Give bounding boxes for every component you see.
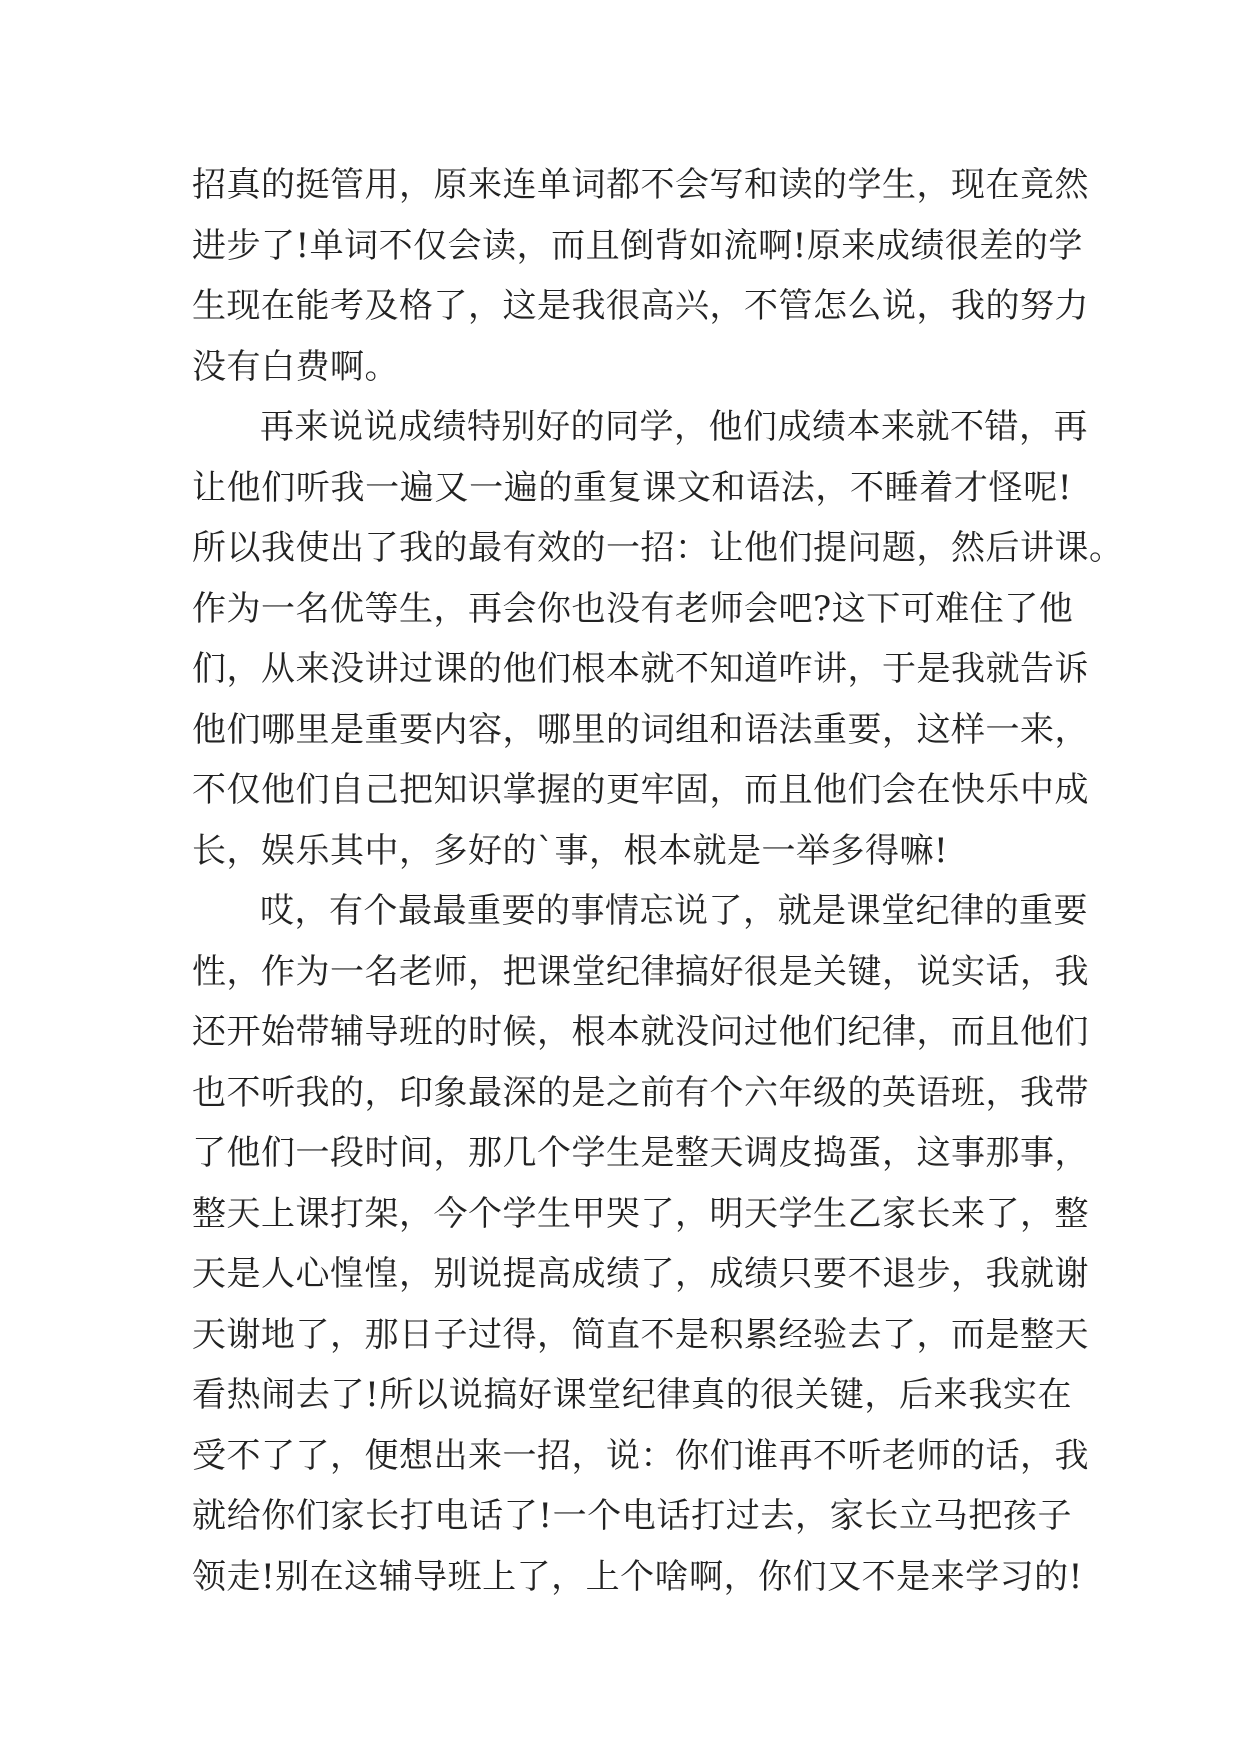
text-line: 受不了了，便想出来一招，说：你们谁再不听老师的话，我 xyxy=(192,1435,1089,1476)
text-line: 看热闹去了!所以说搞好课堂纪律真的很关键，后来我实在 xyxy=(192,1375,1072,1415)
text-line: 招真的挺管用，原来连单词都不会写和读的学生，现在竟然 xyxy=(192,165,1089,205)
text-line: 进步了!单词不仅会读，而且倒背如流啊!原来成绩很差的学 xyxy=(192,225,1083,266)
text-line: 们，从来没讲过课的他们根本就不知道咋讲，于是我就告诉 xyxy=(192,649,1089,689)
text-line: 长，娱乐其中，多好的`事，根本就是一举多得嘛! xyxy=(192,830,949,871)
text-line: 所以我使出了我的最有效的一招：让他们提问题，然后讲课。 xyxy=(192,528,1124,568)
text-line: 领走!别在这辅导班上了，上个啥啊，你们又不是来学习的! xyxy=(192,1556,1083,1597)
text-line: 还开始带辅导班的时候，根本就没问过他们纪律，而且他们 xyxy=(192,1012,1089,1052)
text-line: 天是人心惶惶，别说提高成绩了，成绩只要不退步，我就谢 xyxy=(192,1254,1089,1294)
text-line: 性，作为一名老师，把课堂纪律搞好很是关键，说实话，我 xyxy=(192,951,1089,992)
text-line: 天谢地了，那日子过得，简直不是积累经验去了，而是整天 xyxy=(192,1314,1089,1355)
text-line: 没有白费啊。 xyxy=(192,346,399,387)
text-line: 哎，有个最最重要的事情忘说了，就是课堂纪律的重要 xyxy=(260,891,1088,931)
text-line: 再来说说成绩特别好的同学，他们成绩本来就不错，再 xyxy=(260,407,1088,447)
text-line: 就给你们家长打电话了!一个电话打过去，家长立马把孩子 xyxy=(192,1496,1072,1536)
text-line: 生现在能考及格了，这是我很高兴，不管怎么说，我的努力 xyxy=(192,286,1089,326)
text-line: 整天上课打架，今个学生甲哭了，明天学生乙家长来了，整 xyxy=(192,1193,1089,1234)
text-line: 了他们一段时间，那几个学生是整天调皮捣蛋，这事那事， xyxy=(192,1133,1089,1173)
text-line: 不仅他们自己把知识掌握的更牢固，而且他们会在快乐中成 xyxy=(192,770,1089,810)
text-line: 让他们听我一遍又一遍的重复课文和语法，不睡着才怪呢! xyxy=(192,467,1072,508)
text-line: 他们哪里是重要内容，哪里的词组和语法重要，这样一来， xyxy=(192,709,1089,750)
text-line: 也不听我的，印象最深的是之前有个六年级的英语班，我带 xyxy=(192,1072,1089,1113)
text-line: 作为一名优等生，再会你也没有老师会吧?这下可难住了他 xyxy=(192,588,1074,629)
document-body xyxy=(192,155,1124,1607)
